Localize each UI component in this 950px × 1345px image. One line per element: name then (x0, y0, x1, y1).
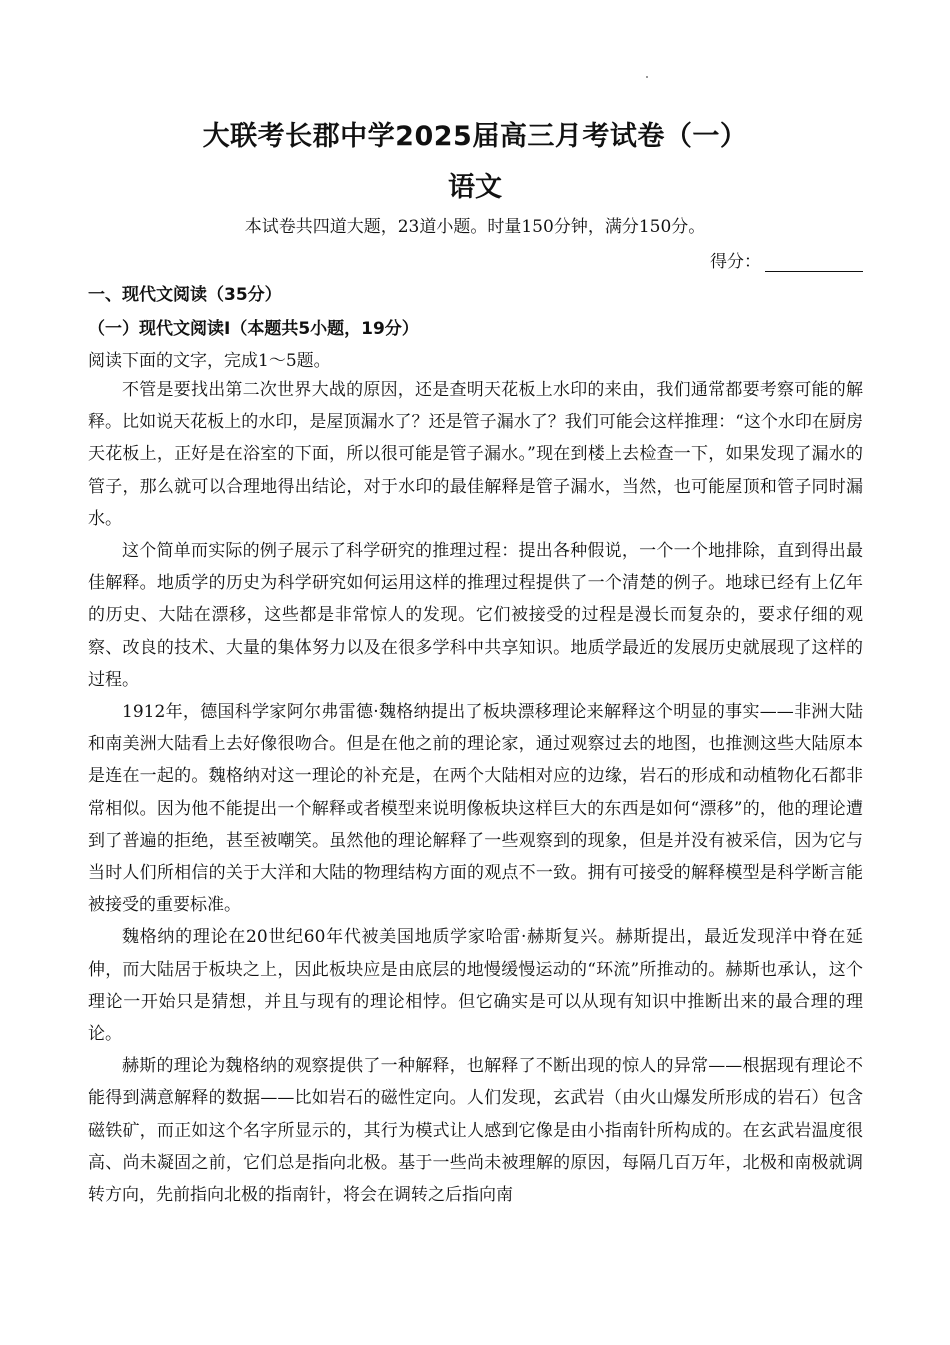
passage-paragraph-5: 赫斯的理论为魏格纳的观察提供了一种解释，也解释了不断出现的惊人的异常——根据现有理论不能得到满意解释的数据——比如岩石的磁性定向。人们发现，玄武岩（由火山爆发所形成的岩石）包含磁铁矿，而正如这个名字所显示的，其行为模式让人感到它像是由小指南针所构成的。在玄武岩温度很高、尚未凝固之前，它们总是指向北极。基于一些尚未被理解的原因，每隔几百万年，北极和南极就调转方向，先前指向北极的指南针，将会在调转之后指向南 (88, 1056, 863, 1206)
score-blank[interactable] (765, 253, 863, 272)
section-heading-part1-sub1: （一）现代文阅读Ⅰ（本题共5小题，19分） (88, 319, 419, 339)
score-field (710, 247, 863, 272)
reading-instruction: 阅读下面的文字，完成1～5题。 (88, 351, 331, 371)
passage-paragraph-3: 1912年，德国科学家阿尔弗雷德·魏格纳提出了板块漂移理论来解释这个明显的事实——非洲大陆和南美洲大陆看上去好像很吻合。但是在他之前的理论家，通过观察过去的地图，也推测这些大陆原本是连在一起的。魏格纳对这一理论的补充是，在两个大陆相对应的边缘，岩石的形成和动植物化石都非常相似。因为他不能提出一个解释或者模型来说明像板块这样巨大的东西是如何“漂移”的，他的理论遭到了普遍的拒绝，甚至被嘲笑。虽然他的理论解释了一些观察到的现象，但是并没有被采信，因为它与当时人们所相信的关于大洋和大陆的物理结构方面的观点不一致。拥有可接受的解释模型是科学断言能被接受的重要标准。 (88, 702, 863, 916)
score-label: 得分： (710, 252, 761, 272)
reading-passage (88, 374, 863, 1211)
passage-paragraph-2: 这个简单而实际的例子展示了科学研究的推理过程：提出各种假说，一个一个地排除，直到得出最佳解释。地质学的历史为科学研究如何运用这样的推理过程提供了一个清楚的例子。地球已经有上亿年的历史、大陆在漂移，这些都是非常惊人的发现。它们被接受的过程是漫长而复杂的，要求仔细的观察、改良的技术、大量的集体努力以及在很多学科中共享知识。地质学最近的发展历史就展现了这样的过程。 (88, 541, 863, 690)
section-heading-part1: 一、现代文阅读（35分） (88, 285, 282, 305)
passage-paragraph-1: 不管是要找出第二次世界大战的原因，还是查明天花板上水印的来由，我们通常都要考察可能的解释。比如说天花板上的水印，是屋顶漏水了？还是管子漏水了？我们可能会这样推理：“这个水印在厨房天花板上，正好是在浴室的下面，所以很可能是管子漏水。”现在到楼上去检查一下，如果发现了漏水的管子，那么就可以合理地得出结论，对于水印的最佳解释是管子漏水，当然，也可能屋顶和管子同时漏水。 (88, 380, 863, 529)
exam-info: 本试卷共四道大题，23道小题。时量150分钟，满分150分。 (244, 217, 706, 237)
subject-heading: 语文 (448, 172, 502, 203)
exam-title: 大联考长郡中学2025届高三月考试卷（一） (202, 121, 748, 152)
scan-dot (646, 76, 648, 78)
passage-paragraph-4: 魏格纳的理论在20世纪60年代被美国地质学家哈雷·赫斯复兴。赫斯提出，最近发现洋中脊在延伸，而大陆居于板块之上，因此板块应是由底层的地慢缓慢运动的“环流”所推动的。赫斯也承认，这个理论一开始只是猜想，并且与现有的理论相悖。但它确实是可以从现有知识中推断出来的最合理的理论。 (88, 927, 863, 1045)
